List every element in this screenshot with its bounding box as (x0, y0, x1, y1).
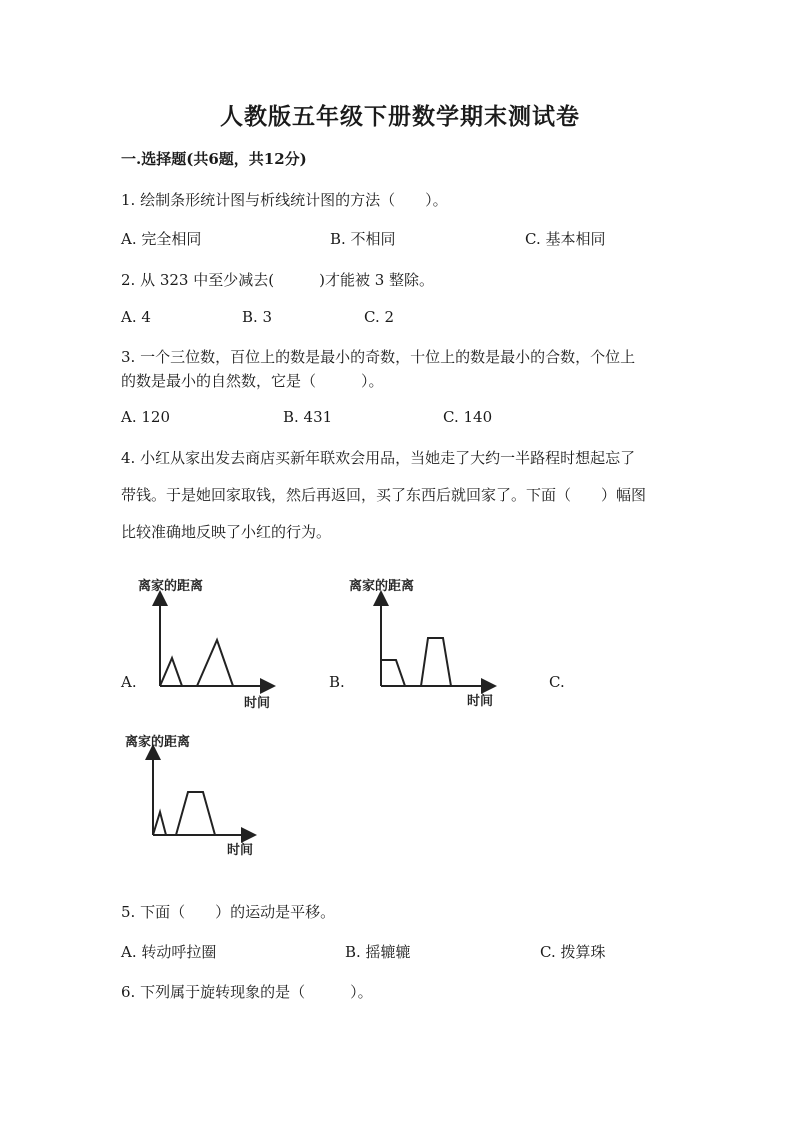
graph-c-trip-1 (153, 812, 166, 835)
graph-a (134, 574, 294, 714)
q4-option-b: B. (329, 673, 345, 691)
q1-option-b: B. 不相同 (330, 230, 396, 248)
graph-a-y-label: 离家的距离 (138, 579, 204, 594)
q5-option-c: C. 拨算珠 (540, 943, 606, 961)
q1-option-a: A. 完全相同 (121, 230, 202, 248)
page-title: 人教版五年级下册数学期末测试卷 (220, 103, 580, 130)
q2-option-c: C. 2 (364, 308, 395, 326)
graph-a-x-label: 时间 (244, 696, 271, 711)
graph-c (121, 728, 281, 868)
graph-c-x-label: 时间 (227, 843, 254, 858)
question-2: 2. 从 323 中至少减去( )才能被 3 整除。 (121, 271, 435, 289)
q3-option-c: C. 140 (443, 408, 493, 426)
q4-option-a: A. (121, 673, 137, 691)
question-4-line-3: 比较准确地反映了小红的行为。 (121, 523, 332, 541)
question-3-line-1: 3. 一个三位数，百位上的数是最小的奇数，十位上的数是最小的合数，个位上 (121, 348, 636, 366)
question-4-line-2: 带钱。于是她回家取钱，然后再返回，买了东西后就回家了。下面（ ）幅图 (121, 486, 647, 504)
graph-a-trip-2 (197, 640, 233, 686)
question-3-line-2: 的数是最小的自然数，它是（ ）。 (121, 372, 384, 390)
q4-option-c: C. (549, 673, 565, 691)
q1-option-c: C. 基本相同 (525, 230, 606, 248)
question-4-line-1: 4. 小红从家出发去商店买新年联欢会用品，当她走了大约一半路程时想起忘了 (121, 449, 636, 467)
q3-option-a: A. 120 (121, 408, 170, 426)
graph-a-trip-1 (160, 658, 182, 686)
graph-b-trip-1 (381, 660, 405, 686)
question-6: 6. 下列属于旋转现象的是（ ）。 (121, 983, 373, 1001)
graph-c-y-label: 离家的距离 (125, 735, 191, 750)
question-5: 5. 下面（ ）的运动是平移。 (121, 903, 336, 921)
section-heading: 一.选择题(共6题，共12分) (121, 150, 307, 168)
graph-b-x-label: 时间 (467, 694, 494, 709)
graph-b (345, 574, 505, 714)
question-1: 1. 绘制条形统计图与析线统计图的方法（ ）。 (121, 191, 448, 209)
q2-option-a: A. 4 (121, 308, 151, 326)
q3-option-b: B. 431 (283, 408, 333, 426)
q2-option-b: B. 3 (242, 308, 273, 326)
q5-option-a: A. 转动呼拉圈 (121, 943, 217, 961)
graph-b-trip-2 (421, 638, 451, 686)
graph-b-y-label: 离家的距离 (349, 579, 415, 594)
graph-c-trip-2 (176, 792, 215, 835)
q5-option-b: B. 摇辘辘 (345, 943, 411, 961)
